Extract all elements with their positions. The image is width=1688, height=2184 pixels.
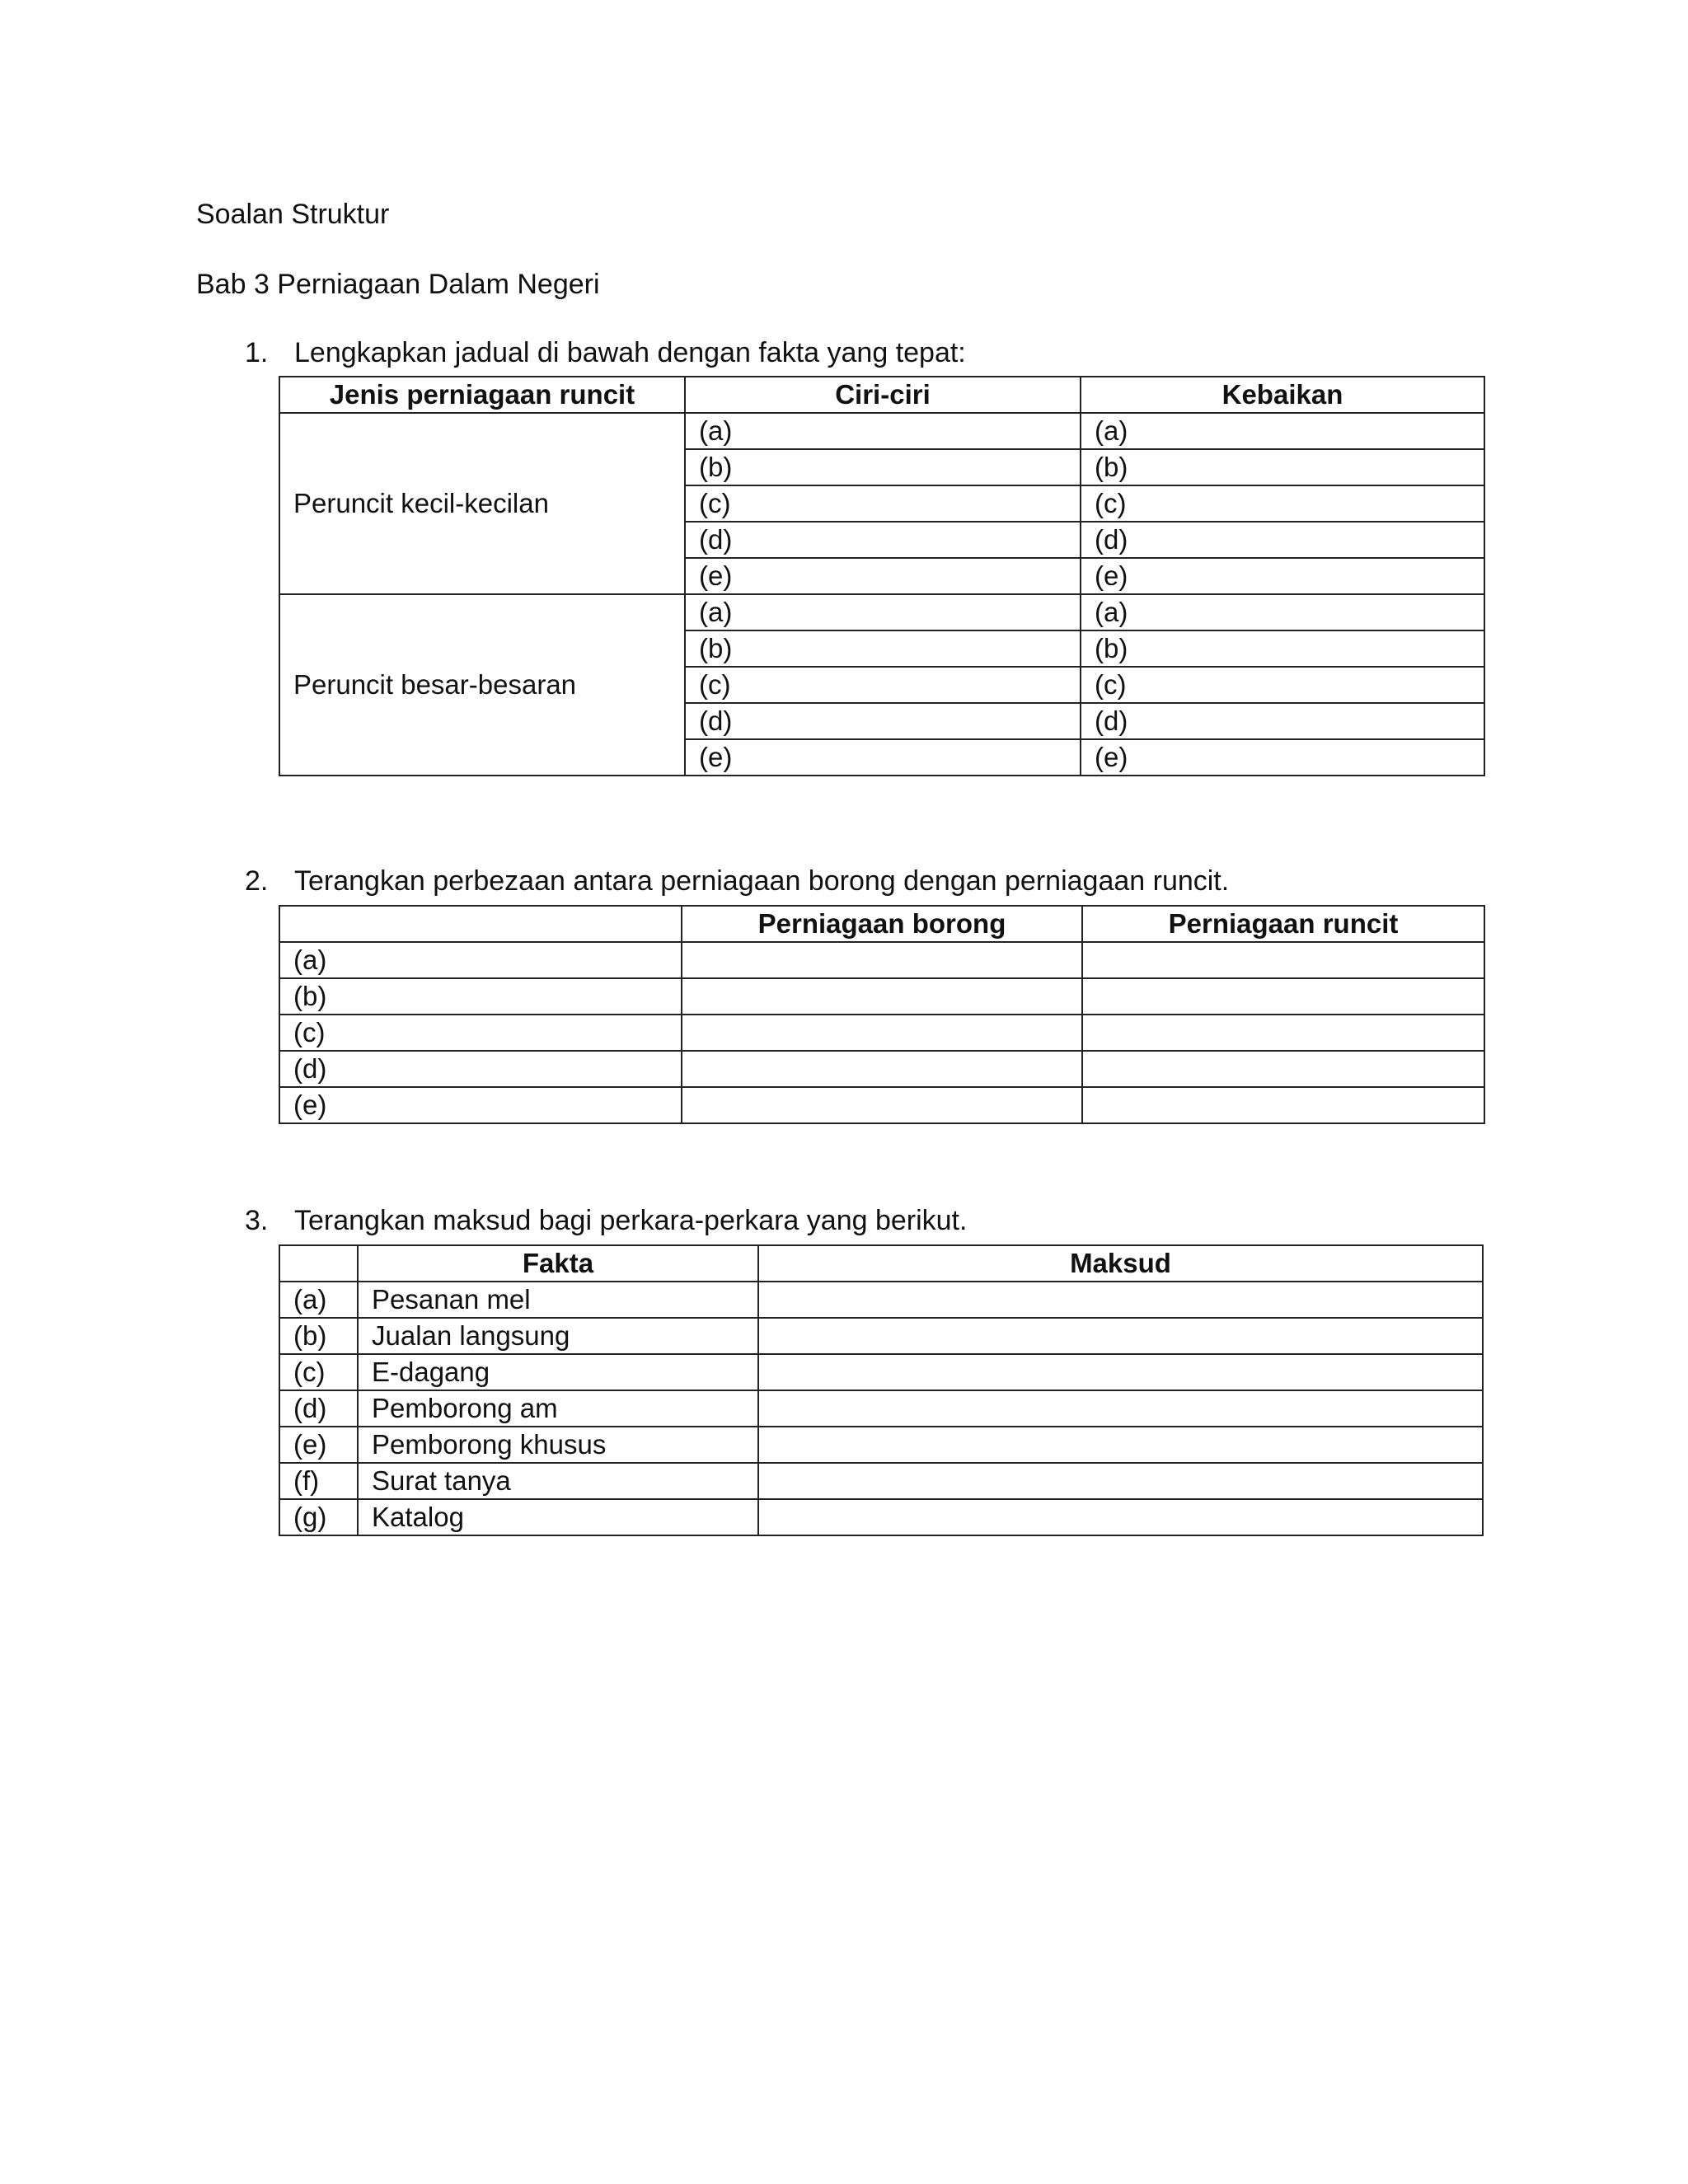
q1-retail-type: Peruncit kecil-kecilan [279, 413, 685, 594]
q2-header-retail: Perniagaan runcit [1082, 906, 1484, 942]
q3-fact-cell: Pesanan mel [358, 1282, 758, 1318]
q3-row-label: (b) [279, 1318, 358, 1354]
q2-row [279, 1087, 1484, 1123]
q3-number: 3. [245, 1205, 269, 1236]
q1-feature-item[interactable]: (d) [685, 703, 1081, 739]
q2-row-label: (e) [279, 1087, 682, 1123]
q2-retail-answer-cell[interactable] [1082, 1087, 1484, 1123]
q3-meaning-answer-cell[interactable] [758, 1427, 1483, 1463]
q2-header-blank [279, 906, 682, 942]
q3-text: Terangkan maksud bagi perkara-perkara yang berikut. [294, 1205, 968, 1236]
q3-header-blank [279, 1245, 358, 1282]
q3-fact-cell: Surat tanya [358, 1463, 758, 1499]
q1-advantage-item[interactable]: (d) [1081, 703, 1484, 739]
q3-meaning-answer-cell[interactable] [758, 1318, 1483, 1354]
q2-header-wholesale: Perniagaan borong [682, 906, 1082, 942]
q1-row [279, 413, 1484, 449]
q3-header-meaning: Maksud [758, 1245, 1483, 1282]
q1-advantage-item[interactable]: (a) [1081, 594, 1484, 630]
q3-row-label: (d) [279, 1390, 358, 1427]
q2-retail-answer-cell[interactable] [1082, 978, 1484, 1015]
q3-header-row [279, 1245, 1483, 1282]
q3-meaning-answer-cell[interactable] [758, 1499, 1483, 1535]
q3-fact-cell: Pemborong am [358, 1390, 758, 1427]
q3-row [279, 1463, 1483, 1499]
q1-row [279, 594, 1484, 630]
q2-row [279, 978, 1484, 1015]
q3-meaning-answer-cell[interactable] [758, 1282, 1483, 1318]
q2-row-label: (d) [279, 1051, 682, 1087]
q3-row [279, 1499, 1483, 1535]
q1-feature-item[interactable]: (a) [685, 594, 1081, 630]
q3-row-label: (f) [279, 1463, 358, 1499]
q2-header-row [279, 906, 1484, 942]
q2-row-label: (a) [279, 942, 682, 978]
q1-feature-item[interactable]: (b) [685, 630, 1081, 667]
q1-retail-type: Peruncit besar-besaran [279, 594, 685, 776]
q1-text: Lengkapkan jadual di bawah dengan fakta yang tepat: [294, 337, 966, 368]
q1-advantage-item[interactable]: (b) [1081, 449, 1484, 485]
q2-row [279, 1015, 1484, 1051]
q2-wholesale-answer-cell[interactable] [682, 1015, 1082, 1051]
q3-row [279, 1427, 1483, 1463]
q2-wholesale-answer-cell[interactable] [682, 1087, 1082, 1123]
q1-feature-item[interactable]: (c) [685, 667, 1081, 703]
q1-feature-item[interactable]: (b) [685, 449, 1081, 485]
q2-row [279, 1051, 1484, 1087]
q3-row [279, 1282, 1483, 1318]
q3-row [279, 1390, 1483, 1427]
q3-fact-cell: Pemborong khusus [358, 1427, 758, 1463]
q1-advantage-item[interactable]: (b) [1081, 630, 1484, 667]
q1-number: 1. [245, 337, 269, 368]
q3-row-label: (g) [279, 1499, 358, 1535]
q1-header-features: Ciri-ciri [685, 377, 1081, 413]
q2-wholesale-answer-cell[interactable] [682, 978, 1082, 1015]
q2-row [279, 942, 1484, 978]
q1-header-row [279, 377, 1484, 413]
q3-fact-cell: E-dagang [358, 1354, 758, 1390]
q1-feature-item[interactable]: (c) [685, 485, 1081, 522]
q1-feature-item[interactable]: (e) [685, 739, 1081, 776]
q1-advantage-item[interactable]: (e) [1081, 739, 1484, 776]
q2-retail-answer-cell[interactable] [1082, 942, 1484, 978]
q3-meaning-answer-cell[interactable] [758, 1390, 1483, 1427]
q2-number: 2. [245, 865, 269, 897]
q2-wholesale-answer-cell[interactable] [682, 1051, 1082, 1087]
q1-advantage-item[interactable]: (c) [1081, 667, 1484, 703]
q3-header-fact: Fakta [358, 1245, 758, 1282]
q2-retail-answer-cell[interactable] [1082, 1051, 1484, 1087]
q3-row [279, 1354, 1483, 1390]
q3-meaning-answer-cell[interactable] [758, 1463, 1483, 1499]
q1-header-type: Jenis perniagaan runcit [279, 377, 685, 413]
q3-fact-cell: Katalog [358, 1499, 758, 1535]
q1-header-advantages: Kebaikan [1081, 377, 1484, 413]
q3-row [279, 1318, 1483, 1354]
q2-row-label: (b) [279, 978, 682, 1015]
q1-advantage-item[interactable]: (a) [1081, 413, 1484, 449]
q1-feature-item[interactable]: (d) [685, 522, 1081, 558]
q2-text: Terangkan perbezaan antara perniagaan borong dengan perniagaan runcit. [294, 865, 1230, 897]
q3-row-label: (c) [279, 1354, 358, 1390]
q1-table [279, 376, 1485, 776]
q3-fact-cell: Jualan langsung [358, 1318, 758, 1354]
q1-feature-item[interactable]: (e) [685, 558, 1081, 594]
q2-table [279, 905, 1485, 1124]
q3-row-label: (a) [279, 1282, 358, 1318]
q3-row-label: (e) [279, 1427, 358, 1463]
q2-wholesale-answer-cell[interactable] [682, 942, 1082, 978]
q3-table [279, 1244, 1484, 1536]
q1-advantage-item[interactable]: (d) [1081, 522, 1484, 558]
chapter-title: Bab 3 Perniagaan Dalam Negeri [196, 269, 600, 300]
q2-retail-answer-cell[interactable] [1082, 1015, 1484, 1051]
q1-advantage-item[interactable]: (e) [1081, 558, 1484, 594]
q2-row-label: (c) [279, 1015, 682, 1051]
q1-advantage-item[interactable]: (c) [1081, 485, 1484, 522]
q3-meaning-answer-cell[interactable] [758, 1354, 1483, 1390]
q1-feature-item[interactable]: (a) [685, 413, 1081, 449]
page-heading: Soalan Struktur [196, 199, 390, 230]
